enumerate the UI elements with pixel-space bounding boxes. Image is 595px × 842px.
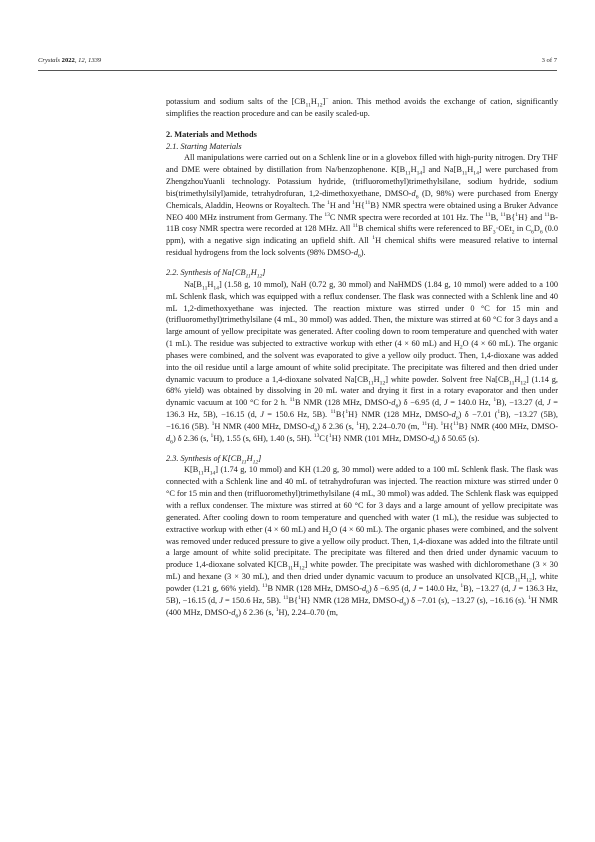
journal-volume: , 12, 1339	[74, 57, 102, 64]
k-synthesis-paragraph: $K[B_{11}H_{14}]$ (1.74 g, 10 mmol) and KH (1.20 g, 30 mmol) were added to a 100 mL Schlenk flask. The flask was connected with a Schlenk line and 40 mL of tetrahydrofuran was injected. The reaction mixture was stirred under 0 °C for 15 min and then (trifluoromethyl)trimethylsilane (4 mL, 30 mmol) was added. The Schlenk flask was equipped with a reflux condenser. The mixture was stirred at 60 °C for 3 days and a large amount of yellow precipitate was generated. After cooling down to room temperature and quenched with water (1 mL), the residue was subjected to extractive workup with ether (4 × 60 mL) and $H_2O$ (4 × 60 mL). The organic phases were combined, and the solvent was removed under reduced pressure to give a yellow oily product. Then, 1,4-dioxane was added into the filtrate until a large amount of white solid precipitate. The precipitate was filtered and then dried under dynamic vacuum to produce 1,4-dioxane solvated $K[CB_{11}H_{12}]$ white powder. The precipitate was washed with dichloromethane (3 × 30 mL) and hexane (3 × 30 mL), and then dried under dynamic vacuum to produce an unsolvated $K[CB_{11}H_{12}]$, white powder (1.21 g, 66% yield). $^{11}$B NMR (128 MHz, DMSO-$d_6$) δ −6.95 (d, J = 140.0 Hz, $^1$B), −13.27 (d, J = 136.3 Hz, 5B), −16.15 (d, J = 150.6 Hz, 5B). $^{11}$B{$^1$H} NMR (128 MHz, DMSO-$d_6$) δ −7.01 (s), −13.27 (s), −16.16 (s). $^1$H NMR (400 MHz, DMSO-$d_6$) δ 2.36 (s, $^1$H), 2.24–0.70 (m,	[166, 465, 558, 620]
na-synthesis-paragraph: $Na[B_{11}H_{14}]$ (1.58 g, 10 mmol), NaH (0.72 g, 30 mmol) and NaHMDS (1.84 g, 10 mmol) were added to a 100 mL Schlenk flask, which was equipped with a reflux condenser. The flask was connected with a Schlenk line and 40 mL 1,2-dimethoxyethane was injected. The reaction mixture was stirred under 0 °C for 15 min and (trifluoromethyl)trimethylsilane (4 mL, 30 mmol) was added. Then, the mixture was stirred at 60 °C for 3 days and a large amount of yellow precipitate was generated. After cooling down to room temperature and quenched with water (1 mL). The residue was subjected to extractive workup with ether (4 × 60 mL) and $H_2O$ (4 × 60 mL). The organic phases were combined, and the solvent was evaporated to give a yellow oily product. Then, 1,4-dioxane was added into the oil residue until a large amount of white solid precipitate. The precipitate was filtered and then dried under dynamic vacuum to produce a 1,4-dioxane solvated $Na[CB_{11}H_{12}]$ white powder. Solvent free $Na[CB_{11}H_{12}]$ (1.14 g, 68% yield) was obtained by dissolving in 20 mL water and drying it first in a rotary evaporator and then under dynamic vacuum at 100 °C for 2 h. $^{11}$B NMR (128 MHz, DMSO-$d_6$) δ −6.95 (d, J = 140.0 Hz, $^1$B), −13.27 (d, J = 136.3 Hz, 5B), −16.15 (d, J = 150.6 Hz, 5B). $^{11}$B{$^1$H} NMR (128 MHz, DMSO-$d_6$) δ −7.01 ($^1$B), −13.27 (5B), −16.16 (5B). $^1$H NMR (400 MHz, DMSO-$d_6$) δ 2.36 (s, $^1$H), 2.24–0.70 (m, $^{11}$H). $^1$H{$^{11}$B} NMR (400 MHz, DMSO-$d_6$) δ 2.36 (s, $^1$H), 1.55 (s, 6H), 1.40 (s, 5H). $^{13}$C{$^1$H} NMR (101 MHz, DMSO-$d_6$) δ 50.65 (s).	[166, 279, 559, 446]
header-rule	[38, 70, 557, 71]
journal-citation	[38, 57, 101, 64]
running-header	[38, 57, 557, 71]
subsection-heading-k: 2.3. Synthesis of $K[CB_{11}H_{12}]$	[166, 453, 262, 466]
journal-name: Crystals	[38, 57, 60, 64]
section-heading: 2. Materials and Methods	[166, 129, 257, 139]
journal-year: 2022	[61, 57, 75, 64]
main-text	[166, 96, 558, 618]
starting-materials-paragraph: All manipulations were carried out on a Schlenk line or in a glovebox filled with high-purity nitrogen. Dry THF and DME were obtained by distillation from Na/benzophenone. $K[B_{11}H_{14}]$ and $Na[B_{11}H_{14}]$ were purchased from ZhengzhouYuanli technology. Potassium hydride, (trifluoromethyl)trimethylsilane, sodium hydride, sodium bis(trimethylsilyl)amide, tetrahydrofuran, 1,2-dimethoxyethane, DMSO-$d_6$ (D, 98%) were purchased from Energy Chemicals, Aladdin, Heowns or Royaltech. The $^1$H and $^1$H{$^{11}$B} NMR spectra were obtained using a Bruker Advance NEO 400 MHz instrument from Germany. The $^{13}$C NMR spectra were recorded at 101 Hz. The $^{11}$B, $^{11}$B{$^1$H} and $^{11}$B-11B cosy NMR spectra were recorded at 128 MHz. All $^{11}$B chemical shifts were referenced to $BF_3\cdot OEt_2$ in $C_6D_6$ (0.0 ppm), with a negative sign indicating an upfield shift. All $^1$H chemical shifts were measured relative to internal residual hydrogens from the lock solvents (98% DMSO-$d_6$).	[166, 153, 559, 260]
subsection-heading-na: 2.2. Synthesis of $Na[CB_{11}H_{12}]$	[166, 267, 266, 280]
page-number: 3 of 7	[541, 57, 557, 64]
intro-paragraph: potassium and sodium salts of the $[CB_{11}H_{12}]^-$ anion. This method avoids the exchange of cation, significantly simplifies the reaction procedure and can be easily scaled-up.	[166, 96, 558, 118]
subsection-heading-starting: 2.1. Starting Materials	[166, 141, 242, 151]
